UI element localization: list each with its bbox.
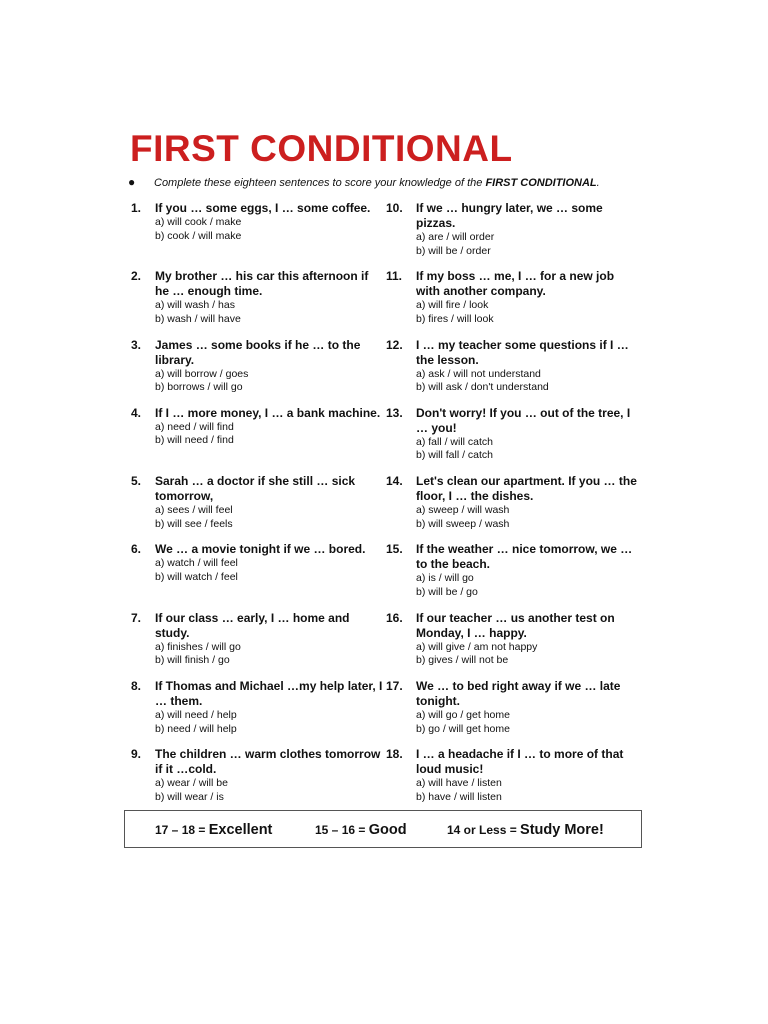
question-stem: My brother … his car this afternoon if he … enough time. <box>155 269 369 299</box>
option-b: b) go / will get home <box>416 722 510 735</box>
option-a: a) are / will order <box>416 231 495 243</box>
question-number: 17. <box>386 679 403 694</box>
option-b: b) will see / feels <box>155 517 233 530</box>
option-b: b) will be / go <box>416 585 478 598</box>
question-number: 6. <box>131 542 142 557</box>
question-stem: I … my teacher some questions if I … the lesson. <box>416 337 629 367</box>
score-excellent <box>155 822 272 838</box>
question-number: 3. <box>131 337 142 352</box>
question-6 <box>131 542 383 610</box>
score-study-more <box>447 822 604 838</box>
option-b: b) will sweep / wash <box>416 517 510 530</box>
option-a: a) will have / listen <box>416 777 502 790</box>
option-a: a) will need / help <box>155 709 237 722</box>
question-9 <box>131 747 383 815</box>
option-a: a) is / will go <box>416 572 474 585</box>
question-number: 16. <box>386 610 403 625</box>
question-1 <box>131 201 383 269</box>
question-stem: If we … hungry later, we … some pizzas. <box>416 201 603 230</box>
instruction-line <box>128 175 648 189</box>
page-title: FIRST CONDITIONAL <box>130 128 513 169</box>
option-a: a) will give / am not happy <box>416 640 538 653</box>
question-12 <box>386 338 638 406</box>
option-a: a) will fire / look <box>416 299 489 312</box>
question-3 <box>131 338 383 406</box>
option-b: b) borrows / will go <box>155 381 243 394</box>
question-number: 11. <box>386 269 403 284</box>
question-number: 8. <box>131 679 142 694</box>
score-label: Good <box>368 822 407 838</box>
question-17 <box>386 679 638 747</box>
option-b: b) need / will help <box>155 722 237 735</box>
option-a: a) need / will find <box>155 420 234 433</box>
option-a: a) watch / will feel <box>155 557 238 570</box>
question-number: 9. <box>131 747 142 762</box>
option-b: b) will watch / feel <box>155 570 238 583</box>
question-stem: Let's clean our apartment. If you … the floor, I … the dishes. <box>416 474 637 504</box>
option-b: b) will ask / don't understand <box>416 381 549 394</box>
question-stem: We … to bed right away if we … late tonight. <box>416 679 621 709</box>
question-number: 14. <box>386 474 403 489</box>
question-stem: If our teacher … us another test on Monday, I … happy. <box>416 610 615 640</box>
scoring-box <box>124 810 642 848</box>
questions-right-column <box>386 201 638 816</box>
score-good <box>315 822 407 838</box>
question-10 <box>386 201 638 269</box>
question-stem: The children … warm clothes tomorrow if it …cold. <box>155 747 381 777</box>
question-stem: If our class … early, I … home and study. <box>155 610 350 640</box>
option-a: a) will borrow / goes <box>155 367 249 380</box>
question-stem: James … some books if he … to the library. <box>155 337 361 367</box>
question-number: 1. <box>131 201 142 215</box>
score-range: 17 – 18 = <box>155 823 209 837</box>
option-b: b) wash / will have <box>155 312 241 325</box>
instruction-end: . <box>596 177 600 189</box>
option-a: a) will wash / has <box>155 299 235 312</box>
question-13 <box>386 406 638 474</box>
question-number: 4. <box>131 405 142 420</box>
question-2 <box>131 269 383 337</box>
question-7 <box>131 611 383 679</box>
question-stem: If Thomas and Michael …my help later, I … them. <box>155 679 383 709</box>
option-a: a) sees / will feel <box>155 504 233 517</box>
question-number: 7. <box>131 610 142 625</box>
option-a: a) fall / will catch <box>416 435 494 448</box>
question-number: 2. <box>131 269 142 284</box>
questions-left-column <box>131 201 383 816</box>
question-14 <box>386 474 638 542</box>
question-stem: If the weather … nice tomorrow, we … to the beach. <box>416 542 633 572</box>
question-stem: We … a movie tonight if we … bored. <box>155 542 366 557</box>
question-stem: Sarah … a doctor if she still … sick tomorrow, <box>155 474 356 504</box>
question-number: 12. <box>386 337 403 352</box>
bullet-icon: ● <box>128 175 136 189</box>
option-b: b) will need / find <box>155 434 234 447</box>
question-stem: If I … more money, I … a bank machine. <box>155 405 381 420</box>
question-15 <box>386 542 638 610</box>
question-number: 18. <box>386 747 403 762</box>
instruction-text: Complete these eighteen sentences to score your knowledge of the <box>154 177 486 189</box>
question-number: 10. <box>386 201 403 215</box>
option-b: b) will wear / is <box>155 790 224 803</box>
score-range: 15 – 16 = <box>315 823 369 837</box>
option-a: a) will cook / make <box>155 216 242 228</box>
question-stem: If my boss … me, I … for a new job with another company. <box>416 269 615 299</box>
option-a: a) ask / will not understand <box>416 367 541 380</box>
instruction-emphasis: FIRST CONDITIONAL <box>485 177 597 189</box>
option-b: b) will be / order <box>416 244 491 257</box>
option-b: b) fires / will look <box>416 312 494 325</box>
score-range: 14 or Less = <box>447 823 521 837</box>
option-b: b) will fall / catch <box>416 449 494 462</box>
question-8 <box>131 679 383 747</box>
question-stem: If you … some eggs, I … some coffee. <box>155 201 371 215</box>
question-number: 15. <box>386 542 403 557</box>
option-b: b) have / will listen <box>416 790 502 803</box>
question-number: 13. <box>386 405 403 420</box>
score-label: Study More! <box>520 822 604 838</box>
score-label: Excellent <box>208 822 273 838</box>
question-18 <box>386 747 638 815</box>
option-a: a) wear / will be <box>155 777 228 790</box>
option-a: a) finishes / will go <box>155 640 241 653</box>
question-stem: I … a headache if I … to more of that loud music! <box>416 747 624 777</box>
option-b: b) will finish / go <box>155 654 230 667</box>
question-5 <box>131 474 383 542</box>
question-11 <box>386 269 638 337</box>
question-stem: Don't worry! If you … out of the tree, I … you! <box>416 405 631 435</box>
question-4 <box>131 406 383 474</box>
option-a: a) sweep / will wash <box>416 504 510 517</box>
option-b: b) gives / will not be <box>416 654 509 667</box>
option-b: b) cook / will make <box>155 229 242 242</box>
question-number: 5. <box>131 474 142 489</box>
question-16 <box>386 611 638 679</box>
option-a: a) will go / get home <box>416 709 510 722</box>
